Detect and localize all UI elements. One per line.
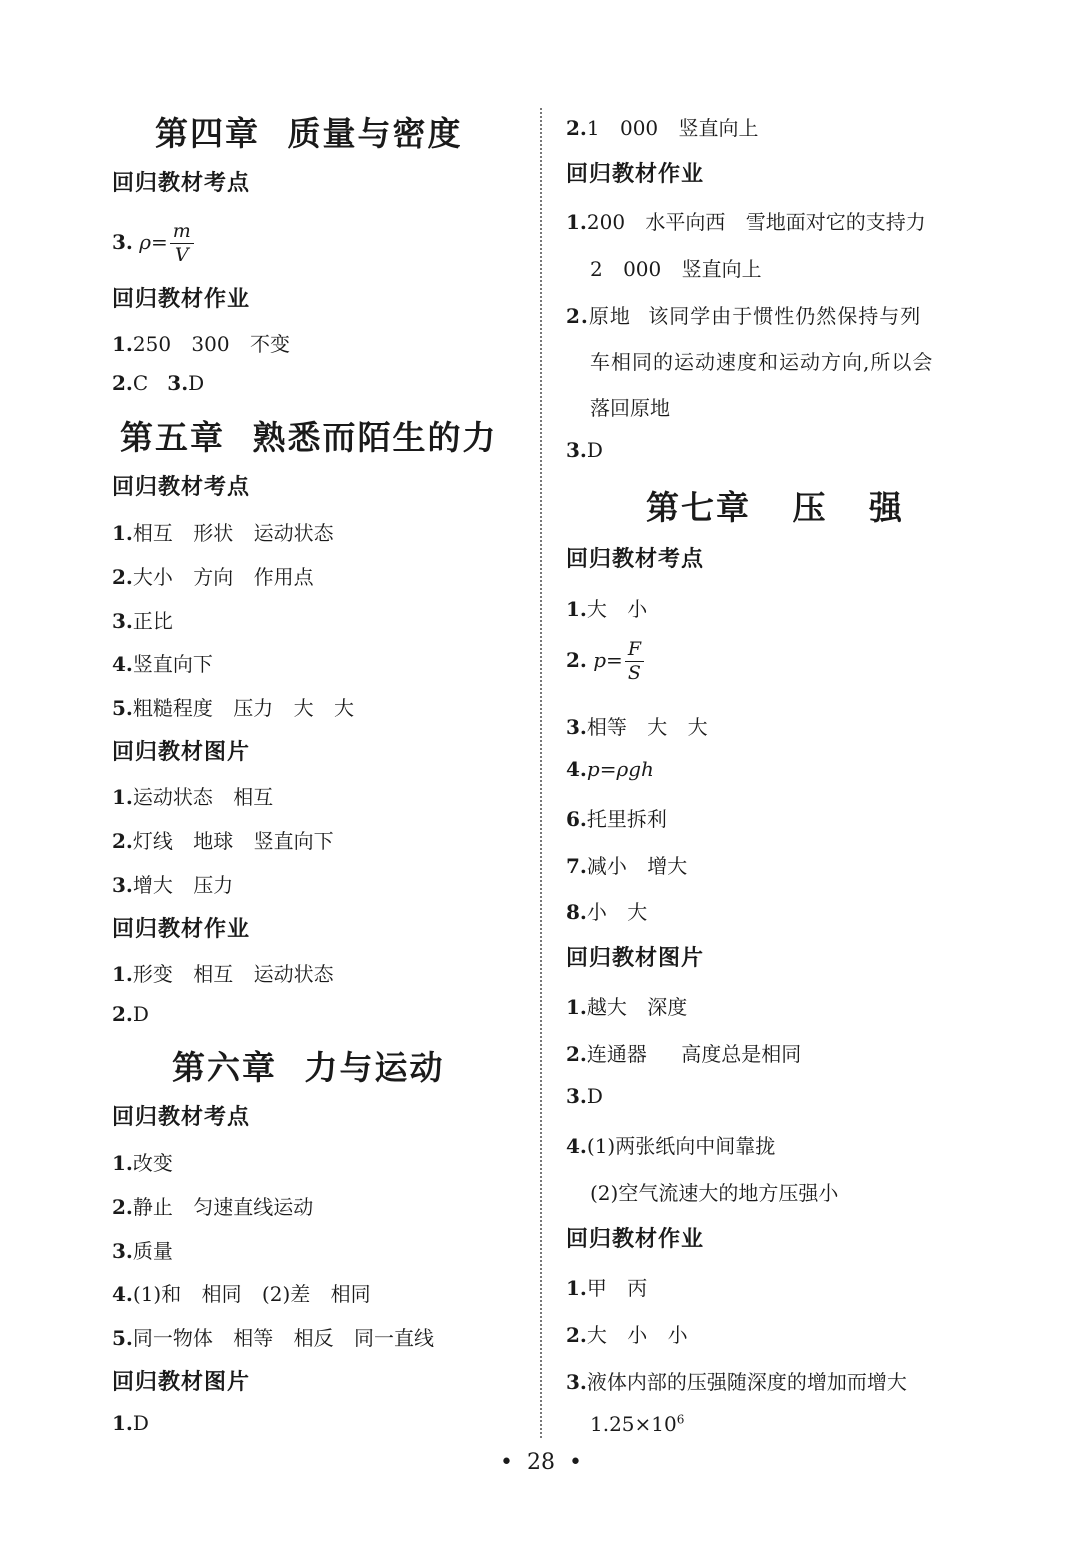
answer-text: 1 000 竖直向上 — [586, 116, 759, 140]
ch6-zuoye-q2-cont: 车相同的运动速度和运动方向,所以会 — [590, 350, 934, 374]
ch5-kaodian-item — [112, 561, 314, 590]
ch6-kaodian-heading: 回归教材考点 — [112, 1105, 251, 1130]
item-number: 2. — [566, 116, 587, 140]
item-number: 7. — [566, 854, 587, 878]
ch4-kaodian-q3 — [112, 222, 194, 265]
answer-text: 竖直向下 — [132, 652, 213, 676]
answer-text: 小 大 — [586, 900, 648, 924]
ch5-tupian-item — [112, 781, 273, 810]
item-number: 1. — [112, 962, 133, 986]
ch6-kaodian-item — [112, 1235, 173, 1264]
item-number: 1. — [566, 210, 587, 234]
item-number: 3. — [112, 873, 133, 897]
answer-text: 200 水平向西 雪地面对它的支持力 — [586, 210, 926, 234]
chapter-6-title: 第六章 力与运动 — [172, 1048, 445, 1087]
ch7-kaodian-q6 — [566, 803, 667, 832]
item-number: 5. — [112, 1326, 133, 1350]
answer-text: C — [132, 371, 149, 395]
ch6-zuoye-q1 — [566, 206, 926, 235]
chapter-5-title: 第五章 熟悉而陌生的力 — [120, 418, 498, 457]
item-number: 3. — [167, 371, 189, 395]
formula-text: p=ρgh — [586, 757, 654, 781]
ch7-tupian-q1 — [566, 991, 687, 1020]
answer-text: 形变 相互 运动状态 — [132, 962, 334, 986]
ch5-tupian-heading: 回归教材图片 — [112, 740, 251, 765]
ch7-kaodian-q3 — [566, 711, 708, 740]
answer-text: 灯线 地球 竖直向下 — [132, 829, 334, 853]
item-number: 1. — [566, 597, 587, 621]
ch7-zuoye-q3-cont — [590, 1412, 684, 1436]
ch4-zuoye-heading: 回归教材作业 — [112, 287, 251, 312]
ch7-zuoye-q2 — [566, 1319, 688, 1348]
answer-text: 相等 大 大 — [586, 715, 708, 739]
item-number: 4. — [112, 652, 133, 676]
item-number: 1. — [112, 1151, 133, 1175]
answer-text: 大 小 — [586, 597, 648, 621]
ch6-tupian-item — [112, 1411, 149, 1435]
item-number: 1. — [112, 332, 133, 356]
fraction-denominator: S — [627, 662, 641, 684]
ch6-kaodian-item — [112, 1191, 313, 1220]
ch6-zuoye-q2-cont: 落回原地 — [590, 396, 670, 420]
answer-text: 越大 深度 — [586, 995, 688, 1019]
ch7-kaodian-q1 — [566, 593, 647, 622]
ch7-zuoye-q1 — [566, 1272, 647, 1301]
answer-text: 连通器 高度总是相同 — [586, 1042, 802, 1066]
formula-lhs: p= — [593, 648, 623, 672]
answer-text: 相互 形状 运动状态 — [132, 521, 334, 545]
ch4-zuoye-q2-q3 — [112, 371, 204, 395]
answer-text: 1.25×10 — [590, 1412, 677, 1436]
item-number: 2. — [566, 1323, 587, 1347]
item-number: 1. — [566, 1276, 587, 1300]
ch7-tupian-q4-cont: (2)空气流速大的地方压强小 — [590, 1181, 839, 1205]
answer-text: (1)和 相同 (2)差 相同 — [132, 1282, 371, 1306]
item-number: 8. — [566, 900, 587, 924]
answer-text: (1)两张纸向中间靠拢 — [586, 1134, 776, 1158]
answer-text: D — [132, 1002, 149, 1026]
density-fraction — [170, 222, 194, 265]
ch7-kaodian-q2 — [566, 640, 644, 683]
ch7-tupian-heading: 回归教材图片 — [566, 946, 705, 971]
answer-text: D — [132, 1411, 149, 1435]
item-number: 3. — [566, 1084, 587, 1108]
ch6-zuoye-q1-cont: 2 000 竖直向上 — [590, 257, 762, 281]
item-number: 4. — [112, 1282, 133, 1306]
answer-text: D — [586, 1084, 603, 1108]
item-number: 4. — [566, 1134, 587, 1158]
answer-text: 运动状态 相互 — [132, 785, 274, 809]
ch7-tupian-q2 — [566, 1038, 801, 1067]
fraction-numerator: F — [625, 640, 644, 662]
fraction-numerator: m — [170, 222, 194, 244]
exponent: 6 — [676, 1412, 685, 1427]
column-divider — [540, 108, 542, 1438]
answer-text: 改变 — [132, 1151, 173, 1175]
answer-text: 托里拆利 — [586, 807, 667, 831]
item-number: 2. — [112, 371, 133, 395]
item-number: 2. — [112, 1002, 133, 1026]
item-number: 3. — [566, 715, 587, 739]
item-number: 1. — [112, 521, 133, 545]
ch6-tupian-heading: 回归教材图片 — [112, 1370, 251, 1395]
page-number-value: 28 — [526, 1450, 555, 1475]
item-number: 3. — [112, 230, 133, 254]
answer-text: D — [188, 371, 205, 395]
ch6-tupian-q2 — [566, 112, 759, 141]
ch5-kaodian-item — [112, 605, 173, 634]
item-number: 2. — [566, 304, 589, 328]
answer-text: 液体内部的压强随深度的增加而增大 — [586, 1370, 907, 1394]
formula-lhs: ρ= — [139, 230, 168, 254]
item-number: 3. — [112, 609, 133, 633]
ch7-tupian-q3 — [566, 1084, 603, 1108]
ch5-kaodian-item — [112, 517, 334, 546]
item-number: 1. — [112, 785, 133, 809]
item-number: 3. — [566, 438, 587, 462]
ch5-tupian-item — [112, 869, 233, 898]
ch6-zuoye-heading: 回归教材作业 — [566, 162, 705, 187]
answer-text: 250 300 不变 — [132, 332, 290, 356]
ch6-zuoye-q3 — [566, 438, 603, 462]
answer-text: 大小 方向 作用点 — [132, 565, 314, 589]
answer-text: 质量 — [132, 1239, 173, 1263]
item-number: 3. — [112, 1239, 133, 1263]
answer-text: 减小 增大 — [586, 854, 688, 878]
item-number: 2. — [112, 565, 133, 589]
item-number: 6. — [566, 807, 587, 831]
ch5-zuoye-item — [112, 1002, 149, 1026]
answer-text: 大 小 小 — [586, 1323, 688, 1347]
ch5-kaodian-item — [112, 692, 354, 721]
ch7-kaodian-q8 — [566, 896, 647, 925]
ch7-kaodian-q7 — [566, 850, 687, 879]
item-number: 4. — [566, 757, 587, 781]
answer-text: 甲 丙 — [586, 1276, 648, 1300]
pressure-fraction — [625, 640, 644, 683]
ch7-kaodian-q4 — [566, 757, 654, 781]
ch5-tupian-item — [112, 825, 334, 854]
ch7-tupian-q4 — [566, 1130, 775, 1159]
answer-text: 增大 压力 — [132, 873, 234, 897]
ch6-zuoye-q2 — [566, 300, 921, 329]
ch5-zuoye-item — [112, 958, 334, 987]
ch5-zuoye-heading: 回归教材作业 — [112, 917, 251, 942]
item-number: 2. — [566, 648, 587, 672]
ch6-kaodian-item — [112, 1278, 371, 1307]
item-number: 2. — [112, 1195, 133, 1219]
chapter-4-title: 第四章 质量与密度 — [155, 114, 463, 153]
ch6-kaodian-item — [112, 1322, 434, 1351]
item-number: 1. — [566, 995, 587, 1019]
ch7-zuoye-q3 — [566, 1366, 907, 1395]
ch6-kaodian-item — [112, 1147, 173, 1176]
answer-text: 同一物体 相等 相反 同一直线 — [132, 1326, 434, 1350]
item-number: 3. — [566, 1370, 587, 1394]
answer-text: 正比 — [132, 609, 173, 633]
ch5-kaodian-heading: 回归教材考点 — [112, 475, 251, 500]
answer-text: D — [586, 438, 603, 462]
ch4-kaodian-heading: 回归教材考点 — [112, 171, 251, 196]
item-number: 2. — [112, 829, 133, 853]
ch5-kaodian-item — [112, 648, 213, 677]
item-number: 5. — [112, 696, 133, 720]
item-number: 1. — [112, 1411, 133, 1435]
fraction-denominator: V — [174, 244, 189, 266]
chapter-7-title: 第七章 压 强 — [646, 488, 904, 527]
item-number: 2. — [566, 1042, 587, 1066]
ch4-zuoye-q1 — [112, 328, 290, 357]
page-number: • 28 • — [500, 1450, 582, 1475]
answer-text: 粗糙程度 压力 大 大 — [132, 696, 354, 720]
ch7-zuoye-heading: 回归教材作业 — [566, 1227, 705, 1252]
answer-text: 原地 该同学由于惯性仍然保持与列 — [588, 304, 922, 328]
answer-text: 静止 匀速直线运动 — [132, 1195, 314, 1219]
ch7-kaodian-heading: 回归教材考点 — [566, 547, 705, 572]
